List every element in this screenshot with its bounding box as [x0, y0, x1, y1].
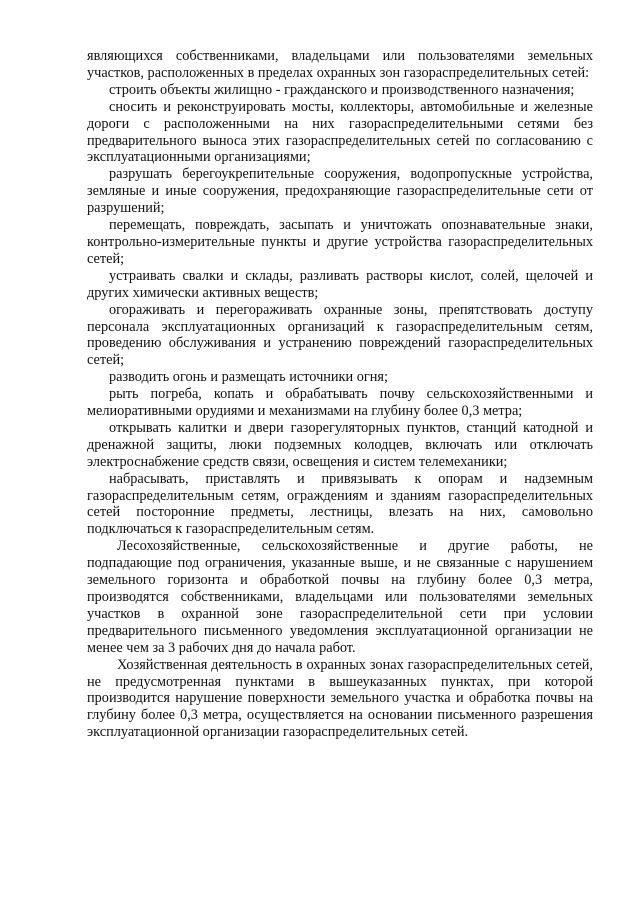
paragraph-intro: являющихся собственниками, владельцами или пользователями земельных участков, расположенных в пределах охранных зон газораспределительных сетей:	[87, 48, 593, 81]
paragraph-item: открывать калитки и двери газорегуляторных пунктов, станций катодной и дренажной защиты, люки подземных колодцев, включать или отключать электроснабжение средств связи, освещения и систем телемеханики;	[87, 419, 593, 470]
paragraph-item: набрасывать, приставлять и привязывать к опорам и надземным газораспределительным сетям, ограждениям и зданиям газораспределительных сетей посторонние предметы, лестницы, влезать на них, самовольно подключаться к газораспределительным сетям.	[87, 470, 593, 538]
paragraph-item: перемещать, повреждать, засыпать и уничтожать опознавательные знаки, контрольно-измерительные пункты и другие устройства газораспределительных сетей;	[87, 217, 593, 267]
paragraph-item: сносить и реконструировать мосты, коллекторы, автомобильные и железные дороги с расположенными на них газораспределительными сетями без предварительного выноса этих газораспределительных сетей по согласованию с эксплуатационными организациями;	[87, 98, 593, 166]
paragraph-item: строить объекты жилищно - гражданского и производственного назначения;	[109, 81, 575, 98]
paragraph-item: огораживать и перегораживать охранные зоны, препятствовать доступу персонала эксплуатационных организаций к газораспределительным сетям, проведению обслуживания и устранению повреждений газораспределительных сетей;	[87, 301, 593, 369]
paragraph-item: рыть погреба, копать и обрабатывать почву сельскохозяйственными и мелиоративными орудиями и механизмами на глубину более 0,3 метра;	[87, 386, 593, 420]
paragraph-item: разводить огонь и размещать источники огня;	[109, 369, 388, 386]
document-page	[87, 48, 593, 741]
paragraph-item: разрушать берегоукрепительные сооружения, водопропускные устройства, земляные и иные сооружения, предохраняющие газораспределительные сети от разрушений;	[87, 166, 593, 217]
paragraph-item: устраивать свалки и склады, разливать растворы кислот, солей, щелочей и других химически активных веществ;	[87, 267, 593, 301]
paragraph-forestry-works: Лесохозяйственные, сельскохозяйственные и другие работы, не подпадающие под ограничения, указанные выше, и не связанные с нарушением земельного горизонта и обработкой почвы на глубину более 0,3 метра, производятся собственниками, владельцами или пользователями земельных участков в охранной зоне газораспределительной сети при условии предварительного письменного уведомления эксплуатационной организации не менее чем за 3 рабочих дня до начала работ.	[87, 538, 593, 656]
paragraph-economic-activity: Хозяйственная деятельность в охранных зонах газораспределительных сетей, не предусмотренная пунктами в вышеуказанных пунктах, при которой производится нарушение поверхности земельного участка и обработка почвы на глубину более 0,3 метра, осуществляется на основании письменного разрешения эксплуатационной организации газораспределительных сетей.	[87, 656, 593, 741]
